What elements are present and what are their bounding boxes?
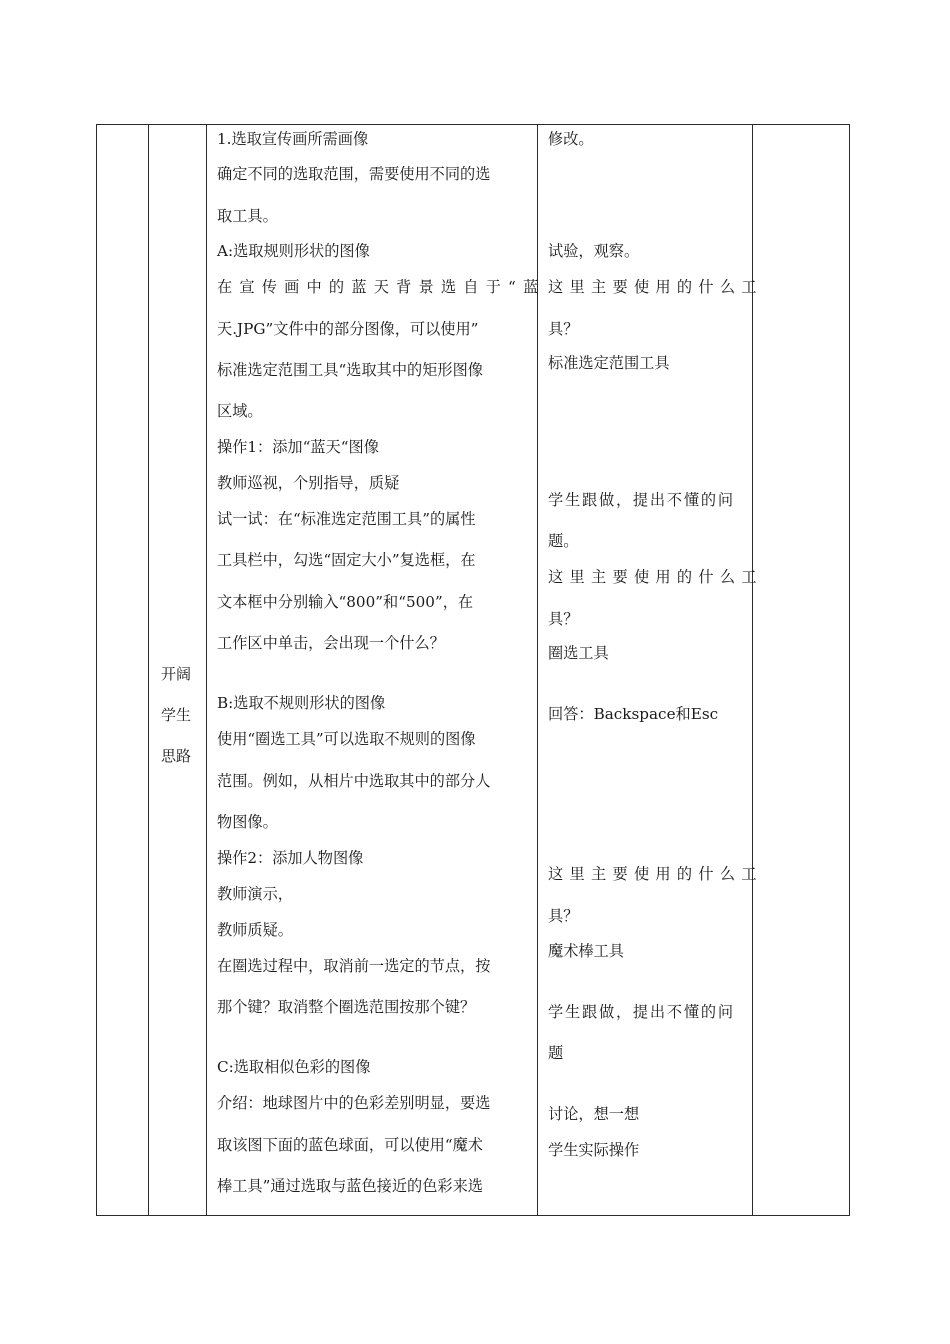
text-line: 1.选取宣传画所需画像 [217, 130, 369, 148]
text-line: 回答：Backspace和Esc [548, 705, 719, 723]
text-line: 操作1：添加“蓝天“图像 [217, 438, 379, 456]
text-line [217, 278, 546, 296]
text-line: 棒工具”通过选取与蓝色接近的色彩来选 [217, 1177, 483, 1195]
text-line: 具？ [548, 320, 579, 338]
text-line: 那个键？取消整个圈选范围按那个键？ [217, 998, 476, 1016]
text-line: 标准选定范围工具“选取其中的矩形图像 [217, 361, 483, 379]
text-line: 试验，观察。 [548, 242, 640, 260]
text-line: 天.JPG”文件中的部分图像，可以使用” [217, 320, 479, 338]
text-line: 教师巡视，个别指导，质疑 [217, 474, 400, 492]
text-line: 取该图下面的蓝色球面，可以使用“魔术 [217, 1136, 483, 1154]
text-line: 修改。 [548, 130, 594, 148]
notes-column-cell [753, 125, 850, 1216]
justified-text: 在宣传画中的蓝天背景选自于“蓝 [217, 278, 546, 296]
stage-label-line: 学生 [161, 705, 192, 724]
text-line: 试一试：在“标准选定范围工具”的属性 [217, 510, 476, 528]
blank-column-cell [97, 125, 149, 1216]
text-line: 题 [548, 1044, 564, 1062]
text-line: 文本框中分别输入“800”和“500”，在 [217, 593, 474, 611]
stage-label [161, 654, 201, 777]
teacher-activity-text [207, 125, 546, 1215]
text-line: 取工具。 [217, 207, 278, 225]
text-line: 确定不同的选取范围，需要使用不同的选 [217, 165, 491, 183]
text-line: 魔术棒工具 [548, 942, 624, 960]
text-line: 工具栏中，勾选“固定大小”复选框，在 [217, 551, 476, 569]
stage-label-cell [149, 125, 207, 1216]
stage-label-line: 开阔 [161, 664, 192, 683]
text-line: 具？ [548, 610, 579, 628]
text-line: 学生跟做，提出不懂的问 [548, 491, 735, 509]
student-activity-cell [538, 125, 763, 1216]
text-line: 范围。例如，从相片中选取其中的部分人 [217, 772, 491, 790]
text-line: 介绍：地球图片中的色彩差别明显，要选 [217, 1094, 491, 1112]
text-line: 教师质疑。 [217, 921, 293, 939]
text-line: 在圈选过程中，取消前一选定的节点，按 [217, 957, 491, 975]
text-line: B:选取不规则形状的图像 [217, 694, 386, 712]
text-line: 讨论，想一想 [548, 1105, 640, 1123]
text-line: 学生跟做，提出不懂的问 [548, 1003, 735, 1021]
table-row [97, 125, 850, 1216]
text-line: A:选取规则形状的图像 [217, 242, 370, 260]
text-line: 学生实际操作 [548, 1141, 640, 1159]
text-line: C:选取相似色彩的图像 [217, 1058, 371, 1076]
text-line: 工作区中单击，会出现一个什么？ [217, 634, 445, 652]
text-line: 题。 [548, 532, 579, 550]
text-line: 教师演示， [217, 885, 293, 903]
student-activity-text [538, 125, 763, 1215]
teacher-activity-cell [207, 125, 546, 1216]
stage-label-line: 思路 [161, 746, 192, 765]
text-line: 操作2：添加人物图像 [217, 849, 364, 867]
text-line: 物图像。 [217, 813, 278, 831]
text-line: 这里主要使用的什么工 [548, 568, 763, 586]
text-line: 标准选定范围工具 [548, 354, 670, 372]
text-line: 这里主要使用的什么工 [548, 278, 763, 296]
text-line: 使用“圈选工具”可以选取不规则的图像 [217, 730, 476, 748]
text-line: 这里主要使用的什么工 [548, 865, 763, 883]
text-line: 圈选工具 [548, 644, 609, 662]
lesson-plan-table [96, 124, 850, 1216]
text-line: 区域。 [217, 402, 263, 420]
text-line: 具？ [548, 907, 579, 925]
